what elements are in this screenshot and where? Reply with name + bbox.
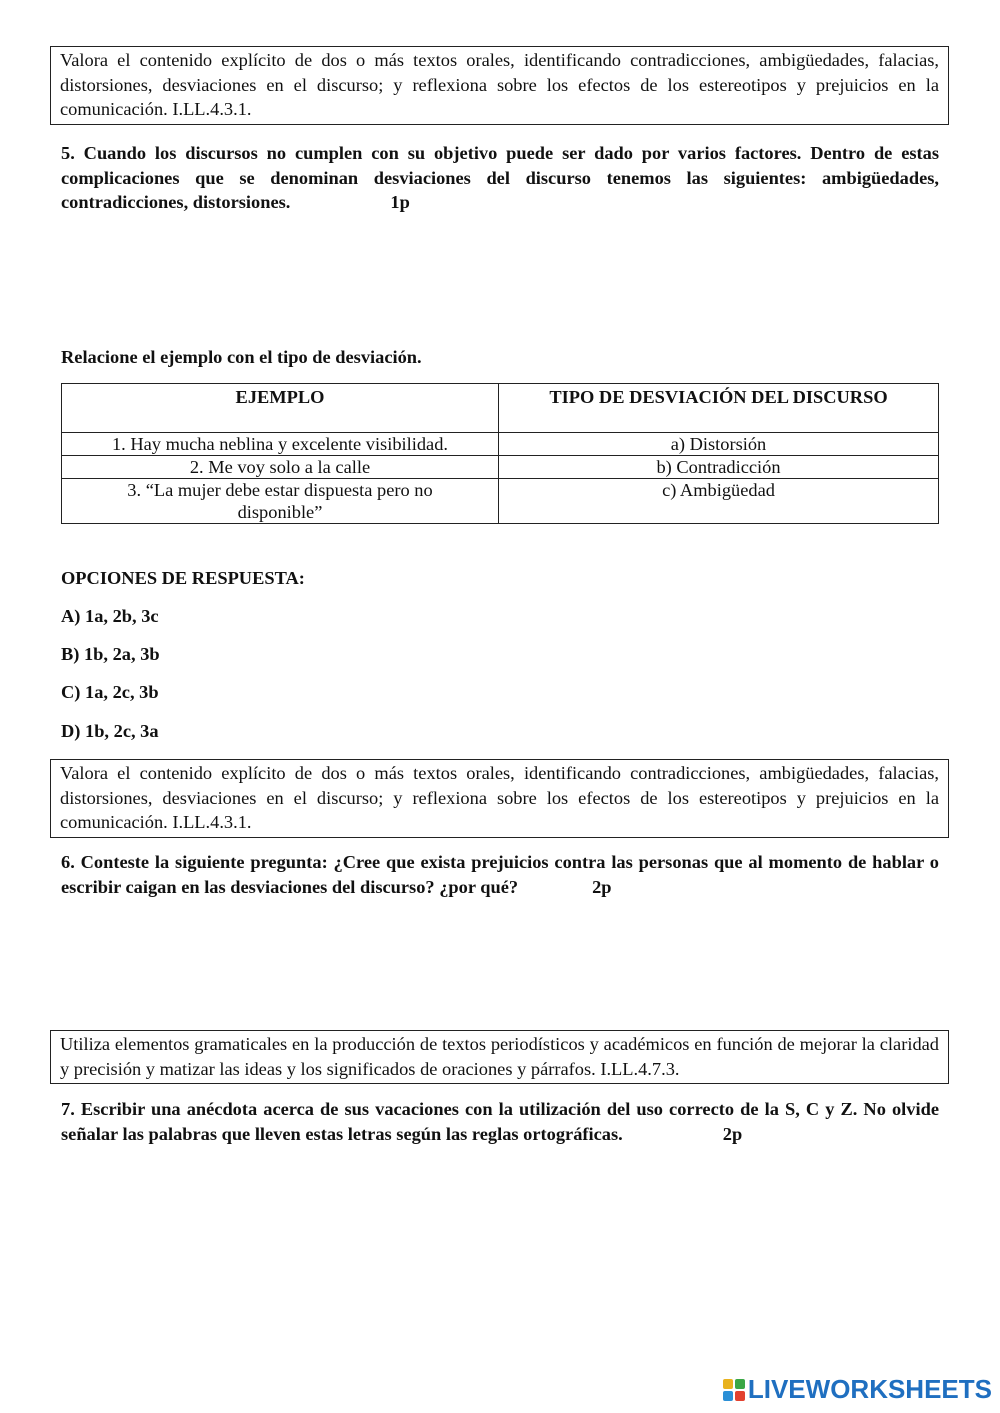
logo-square (735, 1379, 745, 1389)
question-6 (61, 850, 939, 899)
table-row (62, 456, 939, 479)
matching-table (61, 383, 939, 524)
example-cell: 2. Me voy solo a la calle (62, 456, 499, 479)
example-cell: 3. “La mujer debe estar dispuesta pero no disponible” (62, 479, 499, 524)
liveworksheets-logo (723, 1374, 992, 1405)
question-text: 6. Conteste la siguiente pregunta: ¿Cree que exista prejuicios contra las personas que al momento de hablar o escribir caigan en las desviaciones del discurso? ¿por qué? (61, 852, 939, 897)
indicator-text: Utiliza elementos gramaticales en la producción de textos periodísticos y académicos en función de mejorar la claridad y precisión y matizar las ideas y los significados de oraciones y párrafos. I.LL.4.7.3. (60, 1034, 939, 1079)
logo-square (723, 1391, 733, 1401)
question-text: 5. Cuando los discursos no cumplen con su objetivo puede ser dado por varios factores. Dentro de estas complicaciones que se denominan desviaciones del discurso tenemos las siguientes: ambigüedades, contradicciones, distorsiones. (61, 143, 939, 212)
question-points: 2p (722, 1123, 743, 1144)
table-row (62, 433, 939, 456)
indicator-text: Valora el contenido explícito de dos o más textos orales, identificando contradicciones, ambigüedades, falacias, distorsiones, desviaciones en el discurso; y reflexiona sobre los efectos de los estereotipos y prejuicios en la comunicación. I.LL.4.3.1. (60, 50, 939, 119)
logo-square (735, 1391, 745, 1401)
header-example: EJEMPLO (62, 384, 499, 433)
logo-mark-icon (723, 1379, 745, 1401)
type-cell: b) Contradicción (499, 456, 939, 479)
indicator-box-3 (50, 1030, 949, 1084)
table-header-row (62, 384, 939, 433)
option-c[interactable]: C) 1a, 2c, 3b (61, 682, 159, 702)
logo-square (723, 1379, 733, 1389)
question-7 (61, 1097, 939, 1146)
match-instruction: Relacione el ejemplo con el tipo de desviación. (61, 347, 422, 367)
options-title: OPCIONES DE RESPUESTA: (61, 568, 305, 588)
option-b[interactable]: B) 1b, 2a, 3b (61, 644, 160, 664)
question-5 (61, 141, 939, 215)
indicator-box-2 (50, 759, 949, 838)
indicator-box-1 (50, 46, 949, 125)
question-points: 2p (592, 876, 612, 897)
question-points: 1p (390, 192, 410, 212)
header-type: TIPO DE DESVIACIÓN DEL DISCURSO (499, 384, 939, 433)
example-cell: 1. Hay mucha neblina y excelente visibilidad. (62, 433, 499, 456)
type-cell: c) Ambigüedad (499, 479, 939, 524)
option-d[interactable]: D) 1b, 2c, 3a (61, 721, 159, 741)
question-text: 7. Escribir una anécdota acerca de sus vacaciones con la utilización del uso correcto de la S, C y Z. No olvide señalar las palabras que lleven estas letras según las reglas ortográficas. (61, 1099, 939, 1144)
indicator-text: Valora el contenido explícito de dos o más textos orales, identificando contradicciones, ambigüedades, falacias, distorsiones, desviaciones en el discurso; y reflexiona sobre los efectos de los estereotipos y prejuicios en la comunicación. I.LL.4.3.1. (60, 763, 939, 832)
logo-text: LIVEWORKSHEETS (747, 1374, 992, 1404)
option-a[interactable]: A) 1a, 2b, 3c (61, 606, 159, 626)
table-row (62, 479, 939, 524)
type-cell: a) Distorsión (499, 433, 939, 456)
